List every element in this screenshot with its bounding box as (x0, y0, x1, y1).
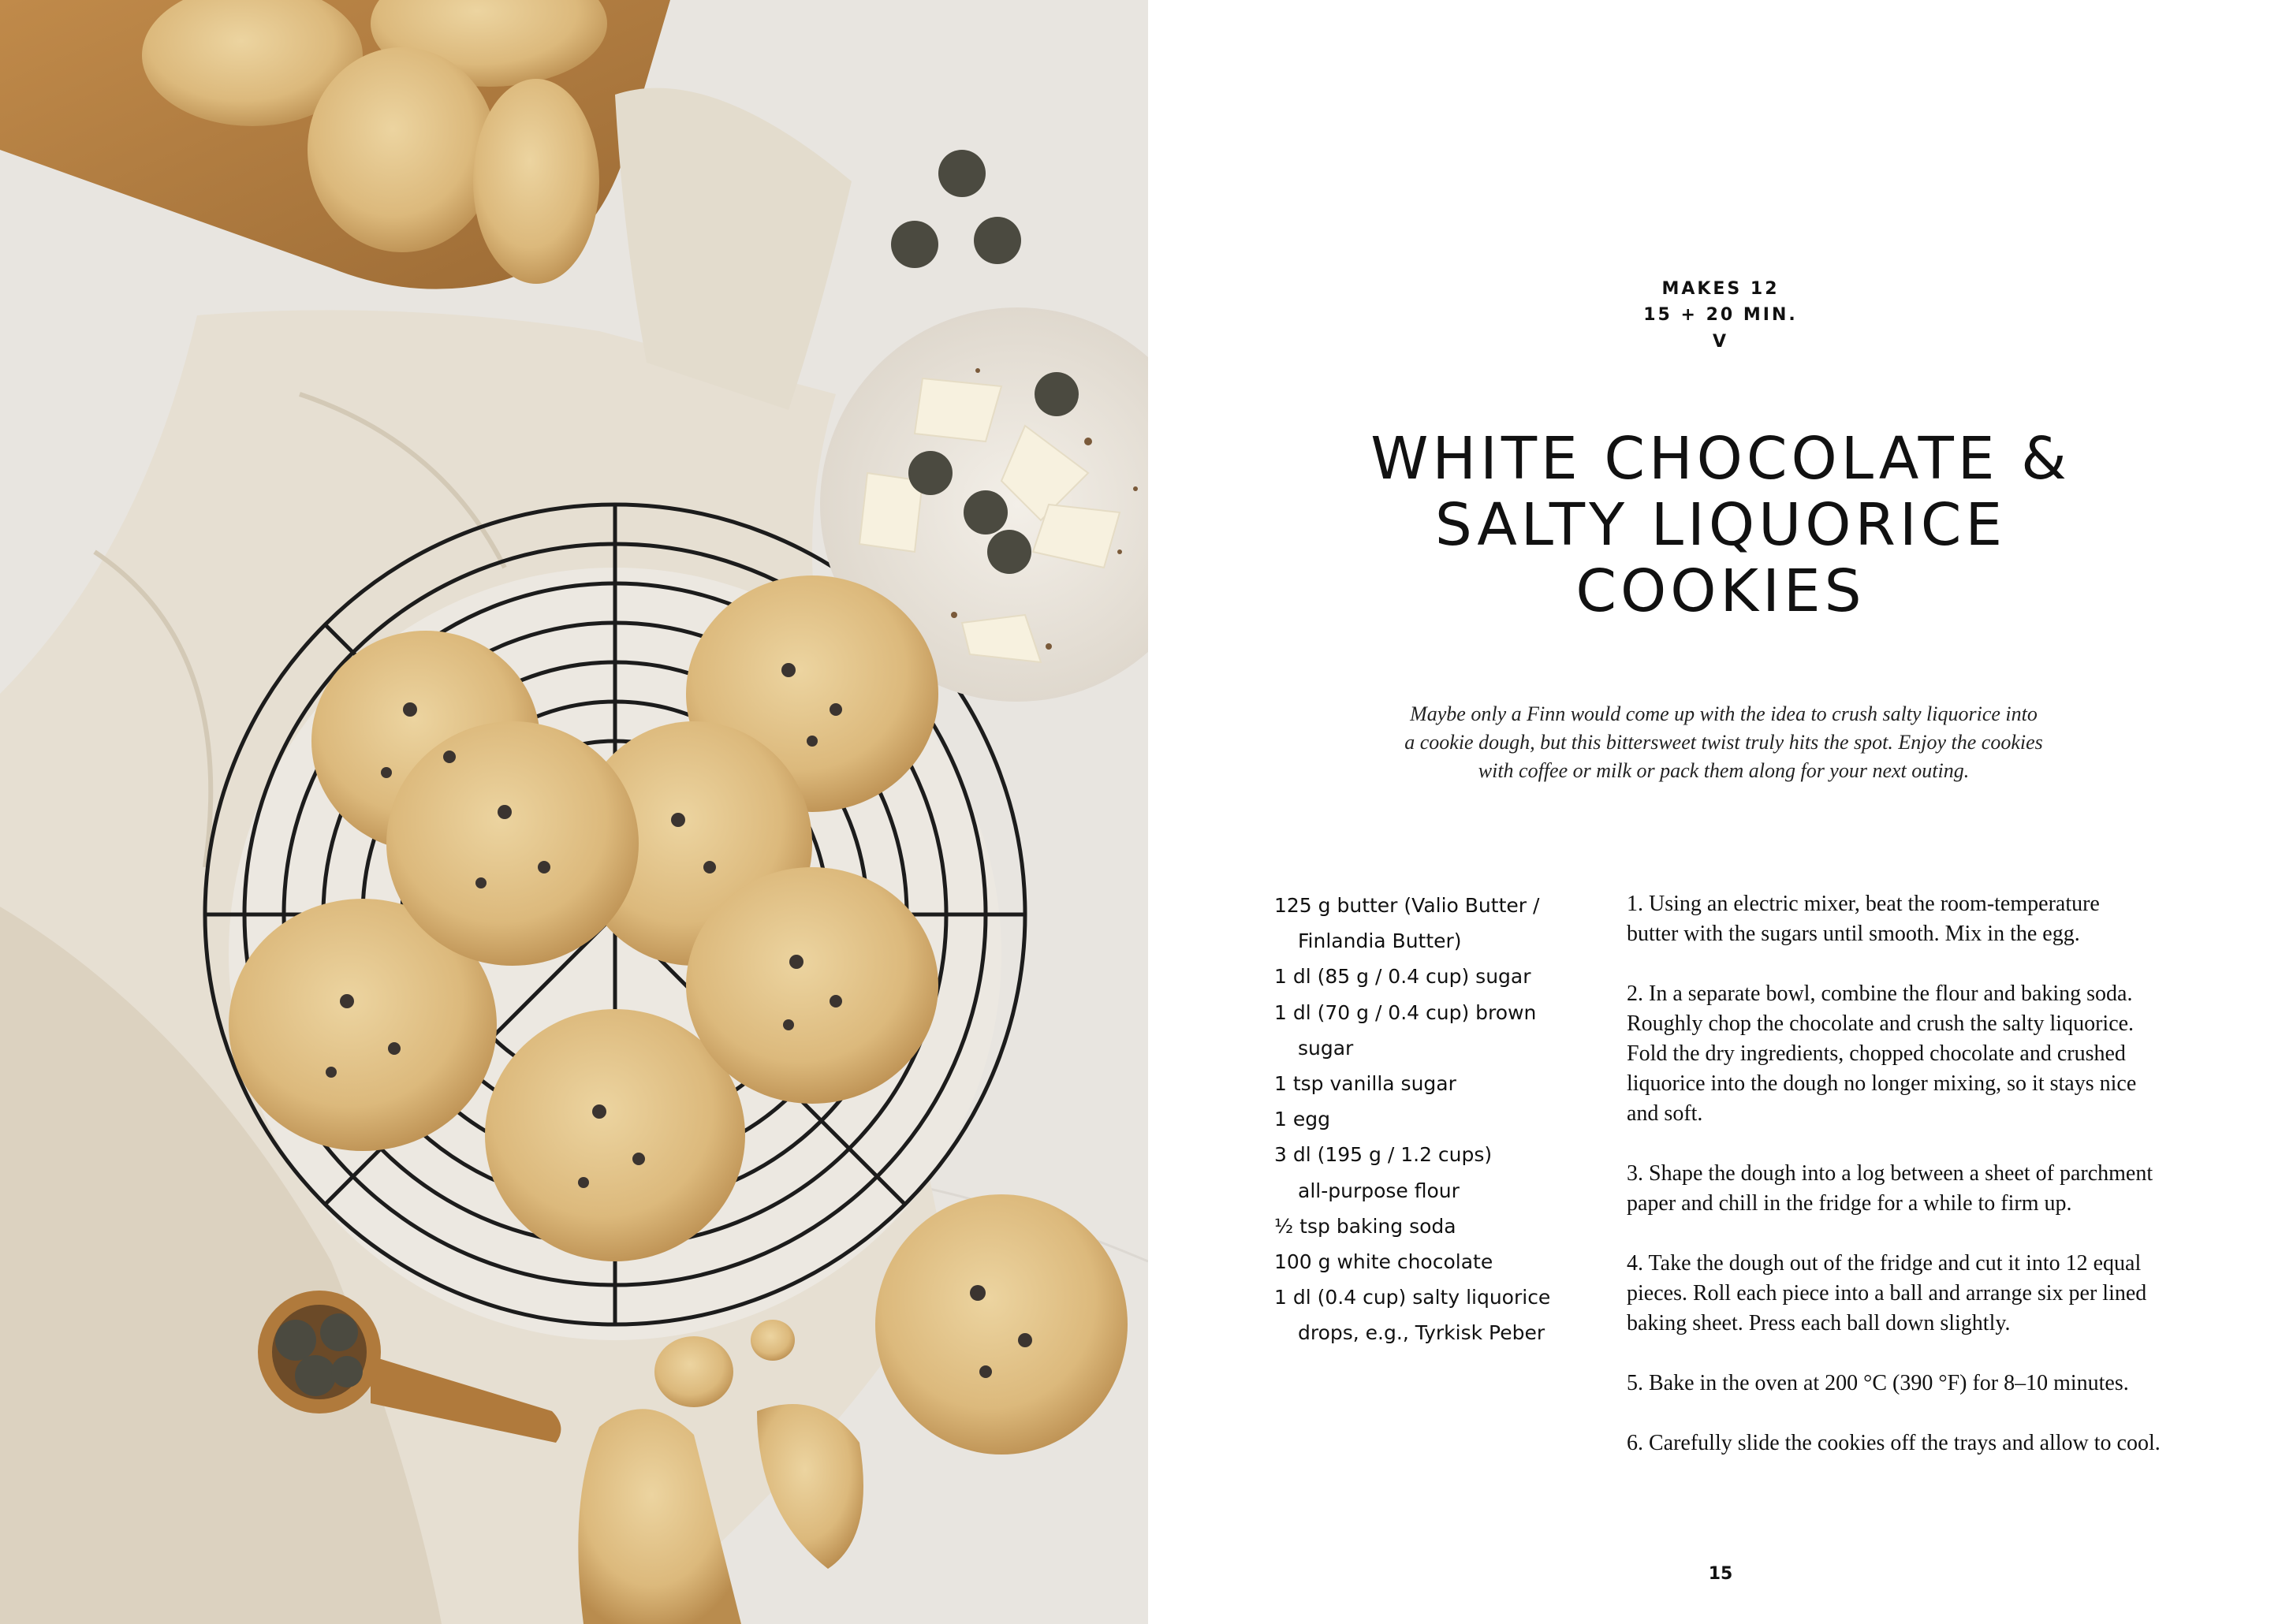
recipe-yield: MAKES 12 (1661, 279, 1780, 299)
method-step-line: baking sheet. Press each ball down slightly. (1627, 1311, 2011, 1335)
recipe-intro-line: Maybe only a Finn would come up with the idea to crush salty liquorice into (1410, 702, 2038, 725)
ingredient-line: 125 g butter (Valio Butter / (1274, 894, 1540, 917)
ingredient-item (1274, 995, 1590, 1066)
recipe-title-line: COOKIES (1575, 557, 1866, 625)
ingredient-item (1274, 1137, 1590, 1208)
method-step (1627, 1249, 2226, 1339)
ingredient-item (1274, 888, 1590, 959)
ingredient-line: sugar (1298, 1036, 1354, 1060)
method-step-line: 5. Bake in the oven at 200 °C (390 °F) for 8–10 minutes. (1627, 1371, 2129, 1395)
method-step-line: liquorice into the dough no longer mixing, so it stays nice (1627, 1071, 2137, 1096)
method-step-line: Fold the dry ingredients, chopped chocolate and crushed (1627, 1041, 2126, 1066)
method-step (1627, 1159, 2226, 1219)
method-step (1627, 1369, 2226, 1399)
ingredients-list (1274, 888, 1590, 1351)
ingredient-item (1274, 1244, 1590, 1279)
ingredient-line: drops, e.g., Tyrkisk Peber (1298, 1321, 1545, 1345)
recipe-intro (1385, 700, 2063, 785)
recipe-page (1148, 0, 2293, 1624)
ingredient-line: 100 g white chocolate (1274, 1250, 1493, 1274)
recipe-intro-line: with coffee or milk or pack them along for your next outing. (1478, 759, 1970, 782)
recipe-title-line: SALTY LIQUORICE (1434, 491, 2007, 559)
recipe-title (1148, 426, 2293, 624)
method-step (1627, 1428, 2226, 1458)
ingredient-item (1274, 959, 1590, 994)
ingredient-line: 1 dl (0.4 cup) salty liquorice (1274, 1286, 1551, 1309)
method-step-line: and soft. (1627, 1101, 1703, 1126)
ingredient-line: 1 egg (1274, 1108, 1330, 1131)
ingredient-item (1274, 1279, 1590, 1350)
ingredient-line: all-purpose flour (1298, 1179, 1460, 1202)
ingredient-item (1274, 1209, 1590, 1244)
method-step (1627, 979, 2226, 1129)
method-step-line: 3. Shape the dough into a log between a sheet of parchment (1627, 1161, 2153, 1186)
method-step-line: pieces. Roll each piece into a ball and arrange six per lined (1627, 1281, 2147, 1306)
method-step-line: paper and chill in the fridge for a while to firm up. (1627, 1191, 2072, 1216)
method-step-line: 1. Using an electric mixer, beat the room-temperature (1627, 892, 2100, 916)
ingredient-line: 3 dl (195 g / 1.2 cups) (1274, 1143, 1493, 1167)
method-step-line: 2. In a separate bowl, combine the flour and baking soda. (1627, 981, 2133, 1006)
method-step-line: Roughly chop the chocolate and crush the salty liquorice. (1627, 1011, 2135, 1036)
method-steps (1627, 889, 2226, 1488)
ingredient-line: ½ tsp baking soda (1274, 1214, 1456, 1238)
method-step (1627, 889, 2226, 949)
recipe-intro-line: a cookie dough, but this bittersweet twist truly hits the spot. Enjoy the cookies (1404, 731, 2043, 754)
ingredient-line: 1 dl (70 g / 0.4 cup) brown (1274, 1000, 1537, 1024)
recipe-time: 15 + 20 MIN. (1643, 305, 1798, 325)
ingredient-item (1274, 1101, 1590, 1137)
ingredient-line: Finlandia Butter) (1298, 929, 1462, 953)
page-number: 15 (1708, 1564, 1733, 1584)
method-step-line: 4. Take the dough out of the fridge and cut it into 12 equal (1627, 1251, 2142, 1276)
recipe-title-line: WHITE CHOCOLATE & (1370, 425, 2071, 493)
method-step-line: 6. Carefully slide the cookies off the trays and allow to cool. (1627, 1431, 2161, 1455)
ingredient-line: 1 dl (85 g / 0.4 cup) sugar (1274, 965, 1531, 989)
ingredient-item (1274, 1066, 1590, 1101)
method-step-line: butter with the sugars until smooth. Mix in the egg. (1627, 922, 2080, 946)
ingredient-line: 1 tsp vanilla sugar (1274, 1072, 1456, 1096)
recipe-diet-label: V (1712, 332, 1729, 352)
